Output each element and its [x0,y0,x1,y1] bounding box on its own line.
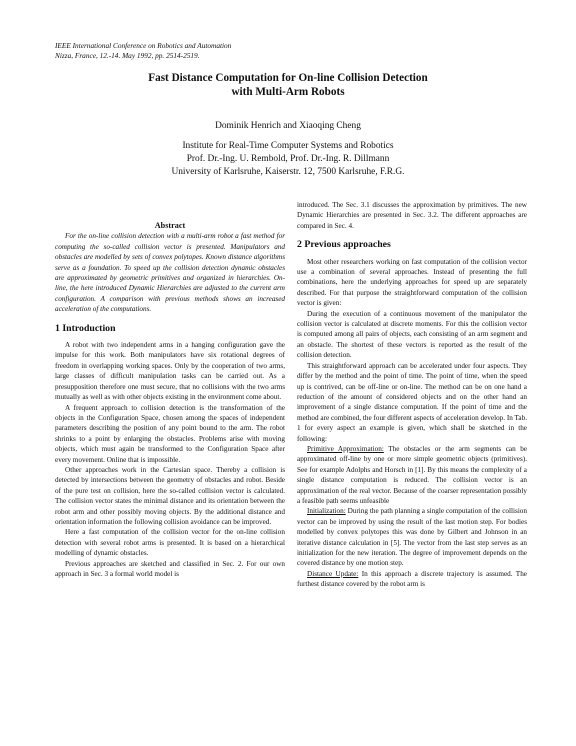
section-1-paragraph: A frequent approach to collision detection is the transformation of the objects in the Configuration Space, chosen among the spaces of independent parameters describing the position of any point bound to the arm. The robot shrinks to a point by enlarging the obstacles. Problems arise with moving objects, which must again be transformed to the Configuration Space after every movement. Online that is impossible. [55,403,285,464]
title-line-1: Fast Distance Computation for On-line Collision Detection [148,72,428,84]
paper-title [60,71,516,99]
initialization-paragraph [297,506,527,568]
initialization-text: During the path planning a single computation of the collision vector can be improved by using the result of the last motion step. For bodies modelled by convex polytopes this was done by Gilbert and Johnson in an iterative distance calculation in [5]. The vector from the last step serves as an initialization for the new iteration. The degree of improvement depends on the covered distance by one motion step. [297,507,527,568]
section-2-paragraph: Most other researchers working on fast computation of the collision vector use a combination of several approaches. Instead of presenting the full combinations, here the underlying approaches for speed up are separately described. For that purpose the straightforward computation of the collision vector is given: [297,257,527,308]
abstract-text: For the on-line collision detection with a multi-arm robot a fast method for computing the so-called collision vector is presented. Manipulators and obstacles are modelled by sets of convex polytopes. Known distance algorithms serve as a foundation. To speed up the collision detection dynamic obstacles are approximated by geometric primitives and organized in hierarchies. On-line, the here introduced Dynamic Hierarchies are adjusted to the current arm configuration. A comparison with previous methods shows an increased acceleration of the computations. [55,232,285,314]
conference-header [55,41,231,61]
section-1-paragraph: Previous approaches are sketched and classified in Sec. 2. For our own approach in Sec. 3 a formal world model is [55,559,285,578]
distance-update-text: In this approach a discrete trajectory is assumed. The furthest distance covered by the robot arm is [297,569,527,589]
section-1-heading: 1 Introduction [55,322,116,334]
title-line-2: with Multi-Arm Robots [231,86,345,98]
primitive-approximation-text: The obstacles or the arm segments can be approximated off-line by one or more simple geometric objects (primitives). See for example Adolphs and Horsch in [1]. By this means the complexity of a single distance computation is reduced. The collision vector is an approximation of the real vector. Because of the coarser representation possibly a feasible path seems unfeasible [297,444,528,505]
affiliation-line-2: Prof. Dr.-Ing. U. Rembold, Prof. Dr.-Ing. R. Dillmann [186,154,390,164]
abstract-heading: Abstract [154,221,186,230]
right-column [297,200,527,590]
initialization-label: Initialization: [307,507,346,516]
conference-line-2: Nizza, France, 12.-14. May 1992, pp. 2514-2519. [55,51,200,60]
distance-update-label: Distance Update: [307,569,359,578]
conference-line-1: IEEE International Conference on Robotics and Automation [55,41,232,50]
section-1-paragraph: Other approaches work in the Cartesian space. Thereby a collision is detected by intersections between the geometry of obstacles and robot. Beside of the pure test on collision, here the so-called collision vector is calculated. The collision vector states the minimal distance and its orientation between the robot arm and other possibly moving objects. By the additional distance and orientation information the following collision avoidance can be improved. [55,465,285,526]
affiliation [60,140,516,179]
authors: Dominik Henrich and Xiaoqing Cheng [215,121,361,131]
affiliation-line-1: Institute for Real-Time Computer Systems and Robotics [182,141,394,151]
left-column [55,215,285,579]
primitive-approximation-label: Primitive Approximation: [307,444,384,453]
section-1-paragraph: Here a fast computation of the collision vector for the on-line collision detection with several robot arms is presented. It is based on a hierarchical modelling of dynamic obstacles. [55,528,285,558]
section-2-paragraph: During the execution of a continuous movement of the manipulator the collision vector is calculated at discrete moments. For this the collision vector is computed among all pairs of objects, each consisting of an arm segment and an obstacle. The shortest of these vectors is reported as the result of the collision detection. [297,309,527,360]
primitive-approximation-paragraph [297,444,527,506]
affiliation-line-3: University of Karlsruhe, Kaiserstr. 12, 7500 Karlsruhe, F.R.G. [171,167,405,177]
distance-update-paragraph [297,569,527,590]
section-1-paragraph: A robot with two independent arms in a hanging configuration gave the impulse for this work. Both manipulators have six rotational degrees of freedom in overlapping working spaces. Only by the cooperation of two arms, large classes of difficult manipulation tasks can be carried out. As a presupposition therefore one must secure, that no collisions with the two arms mutually as well as with other objects existing in the environment come about. [55,341,285,402]
section-2-heading: 2 Previous approaches [297,239,391,251]
section-1-continuation: introduced. The Sec. 3.1 discusses the approximation by primitives. The new Dynamic Hierarchies are presented in Sec. 3.2. The different approaches are compared in Sec. 4. [297,201,527,230]
section-2-paragraph: This straightforward approach can be accelerated under four aspects. They differ by the method and the point of time. The point of time, when the speed up is contrived, can be off-line or on-line. The method can be on one hand a reduction of the amount of considered objects and on the other hand an improvement of a single distance computation. If the point of time and the method are combined, the four different aspects of acceleration develop. In Tab. 1 for every aspect an example is given, which shall be sketched in the following: [297,361,527,443]
